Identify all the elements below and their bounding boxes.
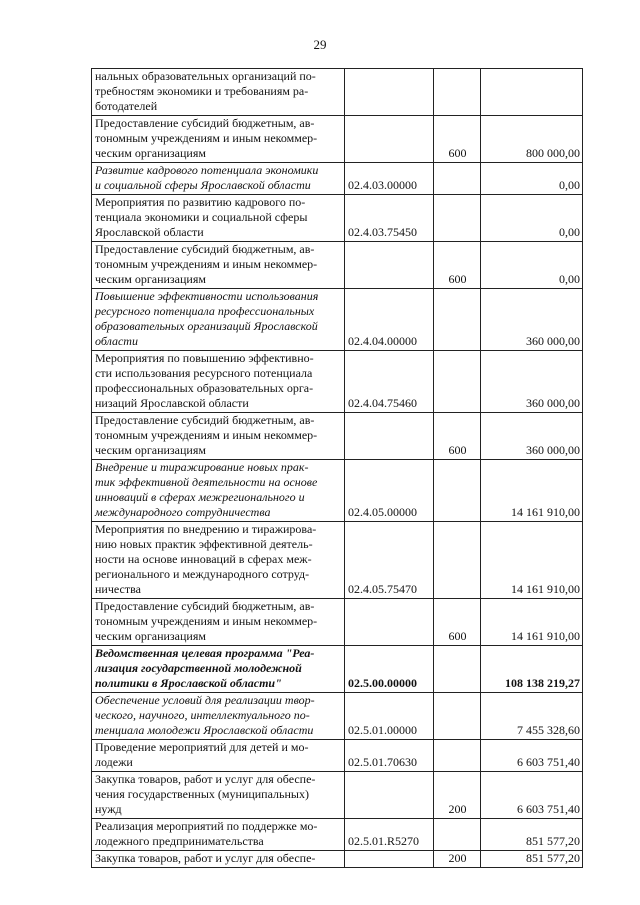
row-name-cell <box>92 646 345 693</box>
row-name-line: тономным учреждениям и иным некоммер- <box>95 614 318 628</box>
row-expense-type-cell <box>434 460 481 522</box>
row-name-line: и социальной сферы Ярославской области <box>95 178 311 192</box>
table-row <box>92 819 583 851</box>
row-name-line: Предоставление субсидий бюджетным, ав- <box>95 242 315 256</box>
row-name-line: ческого, научного, интеллектуального по- <box>95 708 310 722</box>
row-code-cell <box>345 413 434 460</box>
row-name-cell <box>92 772 345 819</box>
row-name-line: сти использования ресурсного потенциала <box>95 366 313 380</box>
row-name-line: тенциала молодежи Ярославской области <box>95 723 314 737</box>
row-name-line: тономным учреждениям и иным некоммер- <box>95 131 318 145</box>
row-code-cell: 02.4.03.75450 <box>345 195 434 242</box>
table-row <box>92 460 583 522</box>
table-row <box>92 772 583 819</box>
table-row <box>92 740 583 772</box>
table-row <box>92 289 583 351</box>
row-name-line: ботодателей <box>95 99 158 113</box>
row-amount-cell: 800 000,00 <box>481 116 583 163</box>
row-name-line: нию новых практик эффективной деятель- <box>95 537 313 551</box>
row-name-line: Закупка товаров, работ и услуг для обеспе- <box>95 851 316 865</box>
row-name-line: низаций Ярославской области <box>95 396 249 410</box>
row-amount-cell: 0,00 <box>481 242 583 289</box>
row-amount-cell: 14 161 910,00 <box>481 460 583 522</box>
row-name-cell <box>92 289 345 351</box>
budget-table-body <box>92 69 583 868</box>
row-expense-type-cell <box>434 693 481 740</box>
row-name-line: международного сотрудничества <box>95 505 271 519</box>
row-name-cell <box>92 116 345 163</box>
row-name-line: тенциала экономики и социальной сферы <box>95 210 308 224</box>
row-name-cell <box>92 242 345 289</box>
table-row <box>92 522 583 599</box>
row-name-line: лодежного предпринимательства <box>95 834 264 848</box>
row-name-line: ности на основе инноваций в сферах меж- <box>95 552 312 566</box>
row-name-line: лизация государственной молодежной <box>95 661 302 675</box>
row-name-line: нальных образовательных организаций по- <box>95 69 316 83</box>
table-row <box>92 242 583 289</box>
row-name-line: нужд <box>95 802 122 816</box>
row-expense-type-cell <box>434 163 481 195</box>
row-expense-type-cell: 600 <box>434 242 481 289</box>
row-name-line: Развитие кадрового потенциала экономики <box>95 163 319 177</box>
row-name-line: Мероприятия по повышению эффективно- <box>95 351 314 365</box>
row-amount-cell: 7 455 328,60 <box>481 693 583 740</box>
row-code-cell <box>345 116 434 163</box>
row-expense-type-cell: 600 <box>434 116 481 163</box>
row-name-cell <box>92 163 345 195</box>
row-expense-type-cell: 600 <box>434 413 481 460</box>
row-expense-type-cell: 200 <box>434 851 481 868</box>
row-name-line: ческим организациям <box>95 629 206 643</box>
row-expense-type-cell <box>434 740 481 772</box>
row-name-line: Мероприятия по внедрению и тиражирова- <box>95 522 317 536</box>
row-amount-cell <box>481 69 583 116</box>
page-number: 29 <box>313 37 327 52</box>
row-expense-type-cell <box>434 351 481 413</box>
table-row <box>92 351 583 413</box>
row-name-line: лодежи <box>95 755 133 769</box>
row-code-cell <box>345 772 434 819</box>
row-expense-type-cell <box>434 819 481 851</box>
row-amount-cell: 6 603 751,40 <box>481 772 583 819</box>
row-code-cell: 02.5.01.R5270 <box>345 819 434 851</box>
row-code-cell: 02.4.05.75470 <box>345 522 434 599</box>
row-name-line: ческим организациям <box>95 146 206 160</box>
table-row <box>92 413 583 460</box>
row-name-line: Закупка товаров, работ и услуг для обеспе- <box>95 772 316 786</box>
row-name-cell <box>92 413 345 460</box>
row-name-line: профессиональных образовательных орга- <box>95 381 314 395</box>
row-name-cell <box>92 522 345 599</box>
row-name-cell <box>92 195 345 242</box>
row-name-line: Предоставление субсидий бюджетным, ав- <box>95 413 315 427</box>
row-name-line: Реализация мероприятий по поддержке мо- <box>95 819 318 833</box>
row-code-cell <box>345 69 434 116</box>
row-name-line: Мероприятия по развитию кадрового по- <box>95 195 306 209</box>
row-code-cell <box>345 242 434 289</box>
table-row <box>92 116 583 163</box>
row-amount-cell: 14 161 910,00 <box>481 522 583 599</box>
table-row <box>92 693 583 740</box>
row-name-line: ничества <box>95 582 141 596</box>
row-code-cell <box>345 851 434 868</box>
row-expense-type-cell <box>434 195 481 242</box>
row-name-line: Предоставление субсидий бюджетным, ав- <box>95 116 315 130</box>
row-name-cell <box>92 851 345 868</box>
table-row <box>92 599 583 646</box>
row-name-line: чения государственных (муниципальных) <box>95 787 309 801</box>
row-name-cell <box>92 351 345 413</box>
row-code-cell: 02.4.04.00000 <box>345 289 434 351</box>
row-code-cell: 02.4.03.00000 <box>345 163 434 195</box>
row-code-cell: 02.5.01.70630 <box>345 740 434 772</box>
row-name-line: тик эффективной деятельности на основе <box>95 475 318 489</box>
row-amount-cell: 360 000,00 <box>481 289 583 351</box>
row-code-cell: 02.5.00.00000 <box>345 646 434 693</box>
row-name-line: регионального и международного сотруд- <box>95 567 310 581</box>
row-name-line: образовательных организаций Ярославской <box>95 319 318 333</box>
row-name-cell <box>92 693 345 740</box>
row-name-line: Предоставление субсидий бюджетным, ав- <box>95 599 315 613</box>
budget-table <box>91 68 583 868</box>
row-name-line: инноваций в сферах межрегионального и <box>95 490 305 504</box>
row-amount-cell: 108 138 219,27 <box>481 646 583 693</box>
table-row <box>92 851 583 868</box>
row-name-line: ческим организациям <box>95 443 206 457</box>
row-code-cell: 02.4.05.00000 <box>345 460 434 522</box>
row-expense-type-cell <box>434 69 481 116</box>
row-amount-cell: 851 577,20 <box>481 851 583 868</box>
row-name-line: области <box>95 334 138 348</box>
row-name-line: Ярославской области <box>95 225 204 239</box>
row-code-cell: 02.4.04.75460 <box>345 351 434 413</box>
row-name-cell <box>92 460 345 522</box>
row-amount-cell: 0,00 <box>481 163 583 195</box>
row-name-cell <box>92 69 345 116</box>
row-amount-cell: 0,00 <box>481 195 583 242</box>
row-code-cell: 02.5.01.00000 <box>345 693 434 740</box>
row-expense-type-cell: 200 <box>434 772 481 819</box>
row-code-cell <box>345 599 434 646</box>
row-name-line: Внедрение и тиражирование новых прак- <box>95 460 309 474</box>
row-amount-cell: 360 000,00 <box>481 413 583 460</box>
row-name-line: ресурсного потенциала профессиональных <box>95 304 315 318</box>
row-expense-type-cell <box>434 522 481 599</box>
row-expense-type-cell: 600 <box>434 599 481 646</box>
row-expense-type-cell <box>434 289 481 351</box>
row-name-cell <box>92 819 345 851</box>
row-amount-cell: 360 000,00 <box>481 351 583 413</box>
table-row <box>92 163 583 195</box>
row-name-line: Проведение мероприятий для детей и мо- <box>95 740 309 754</box>
row-amount-cell: 14 161 910,00 <box>481 599 583 646</box>
row-name-line: тономным учреждениям и иным некоммер- <box>95 257 318 271</box>
row-amount-cell: 851 577,20 <box>481 819 583 851</box>
row-name-line: Обеспечение условий для реализации твор- <box>95 693 315 707</box>
row-amount-cell: 6 603 751,40 <box>481 740 583 772</box>
row-name-line: требностям экономики и требованиям ра- <box>95 84 309 98</box>
table-row <box>92 646 583 693</box>
row-name-cell <box>92 740 345 772</box>
row-name-line: тономным учреждениям и иным некоммер- <box>95 428 318 442</box>
row-name-line: Ведомственная целевая программа "Реа- <box>95 646 315 660</box>
row-name-line: Повышение эффективности использования <box>95 289 319 303</box>
table-row <box>92 69 583 116</box>
table-row <box>92 195 583 242</box>
row-name-line: политики в Ярославской области" <box>95 676 282 690</box>
row-name-line: ческим организациям <box>95 272 206 286</box>
row-expense-type-cell <box>434 646 481 693</box>
row-name-cell <box>92 599 345 646</box>
